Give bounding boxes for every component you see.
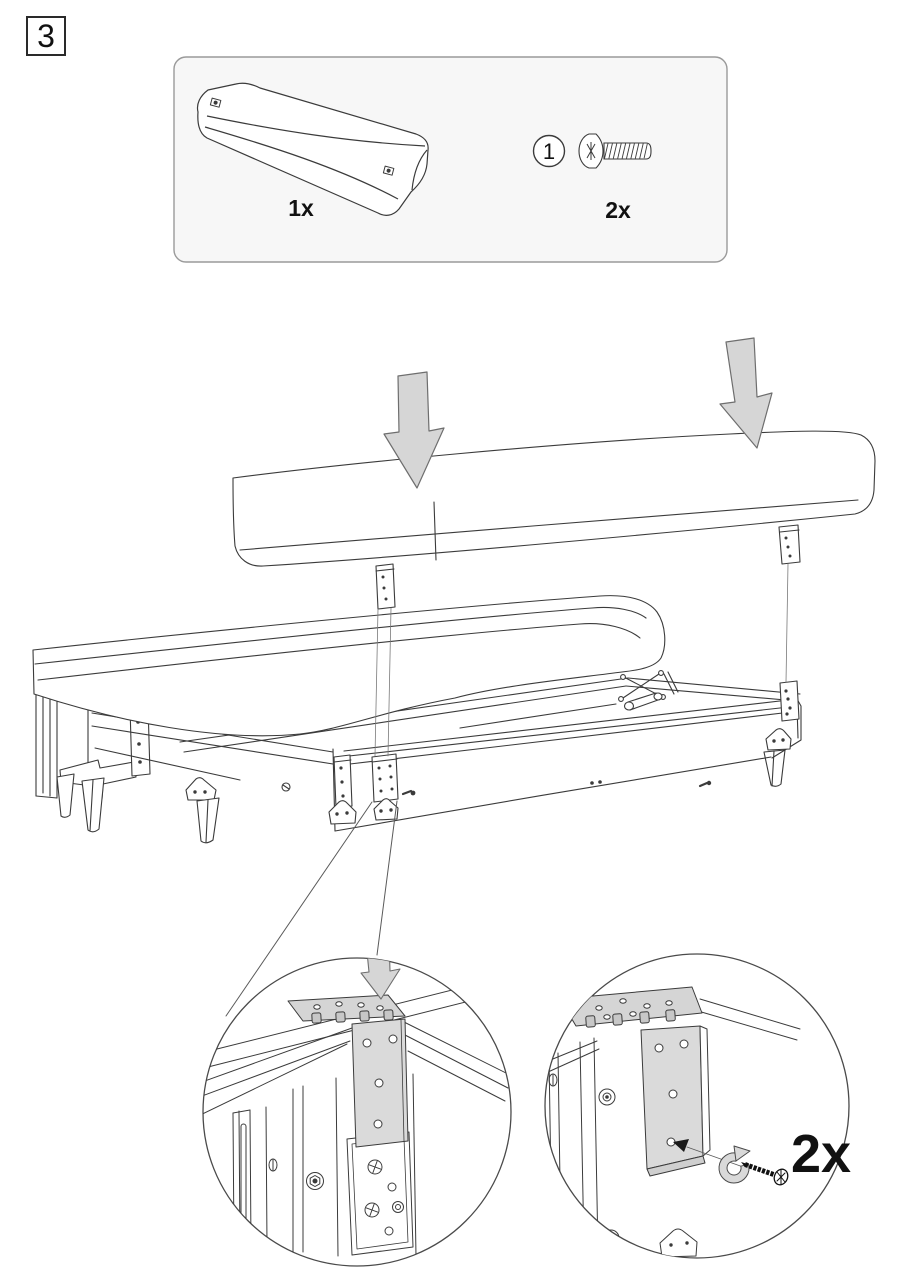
screw-callout-number: 1 — [542, 139, 556, 164]
seat-cushion — [33, 596, 665, 736]
backrest-cushion — [233, 431, 875, 566]
frame-mounting-plate — [347, 1132, 413, 1255]
parts-box — [174, 57, 727, 262]
panel-quantity-label: 1x — [288, 195, 314, 221]
down-arrow-icon — [720, 338, 772, 448]
screw-callout-badge — [534, 136, 565, 167]
screw-quantity-label: 2x — [605, 197, 631, 223]
step-number: 3 — [37, 18, 55, 54]
assembly-diagram — [33, 338, 875, 1016]
corner-bracket-plates — [329, 754, 415, 824]
detail-screw-quantity-label: 2x — [790, 1124, 852, 1184]
step-number-box — [27, 17, 65, 55]
detail-circle-right — [543, 954, 851, 1258]
loose-screw-icon — [700, 781, 711, 786]
detail-circle-left — [192, 939, 513, 1266]
